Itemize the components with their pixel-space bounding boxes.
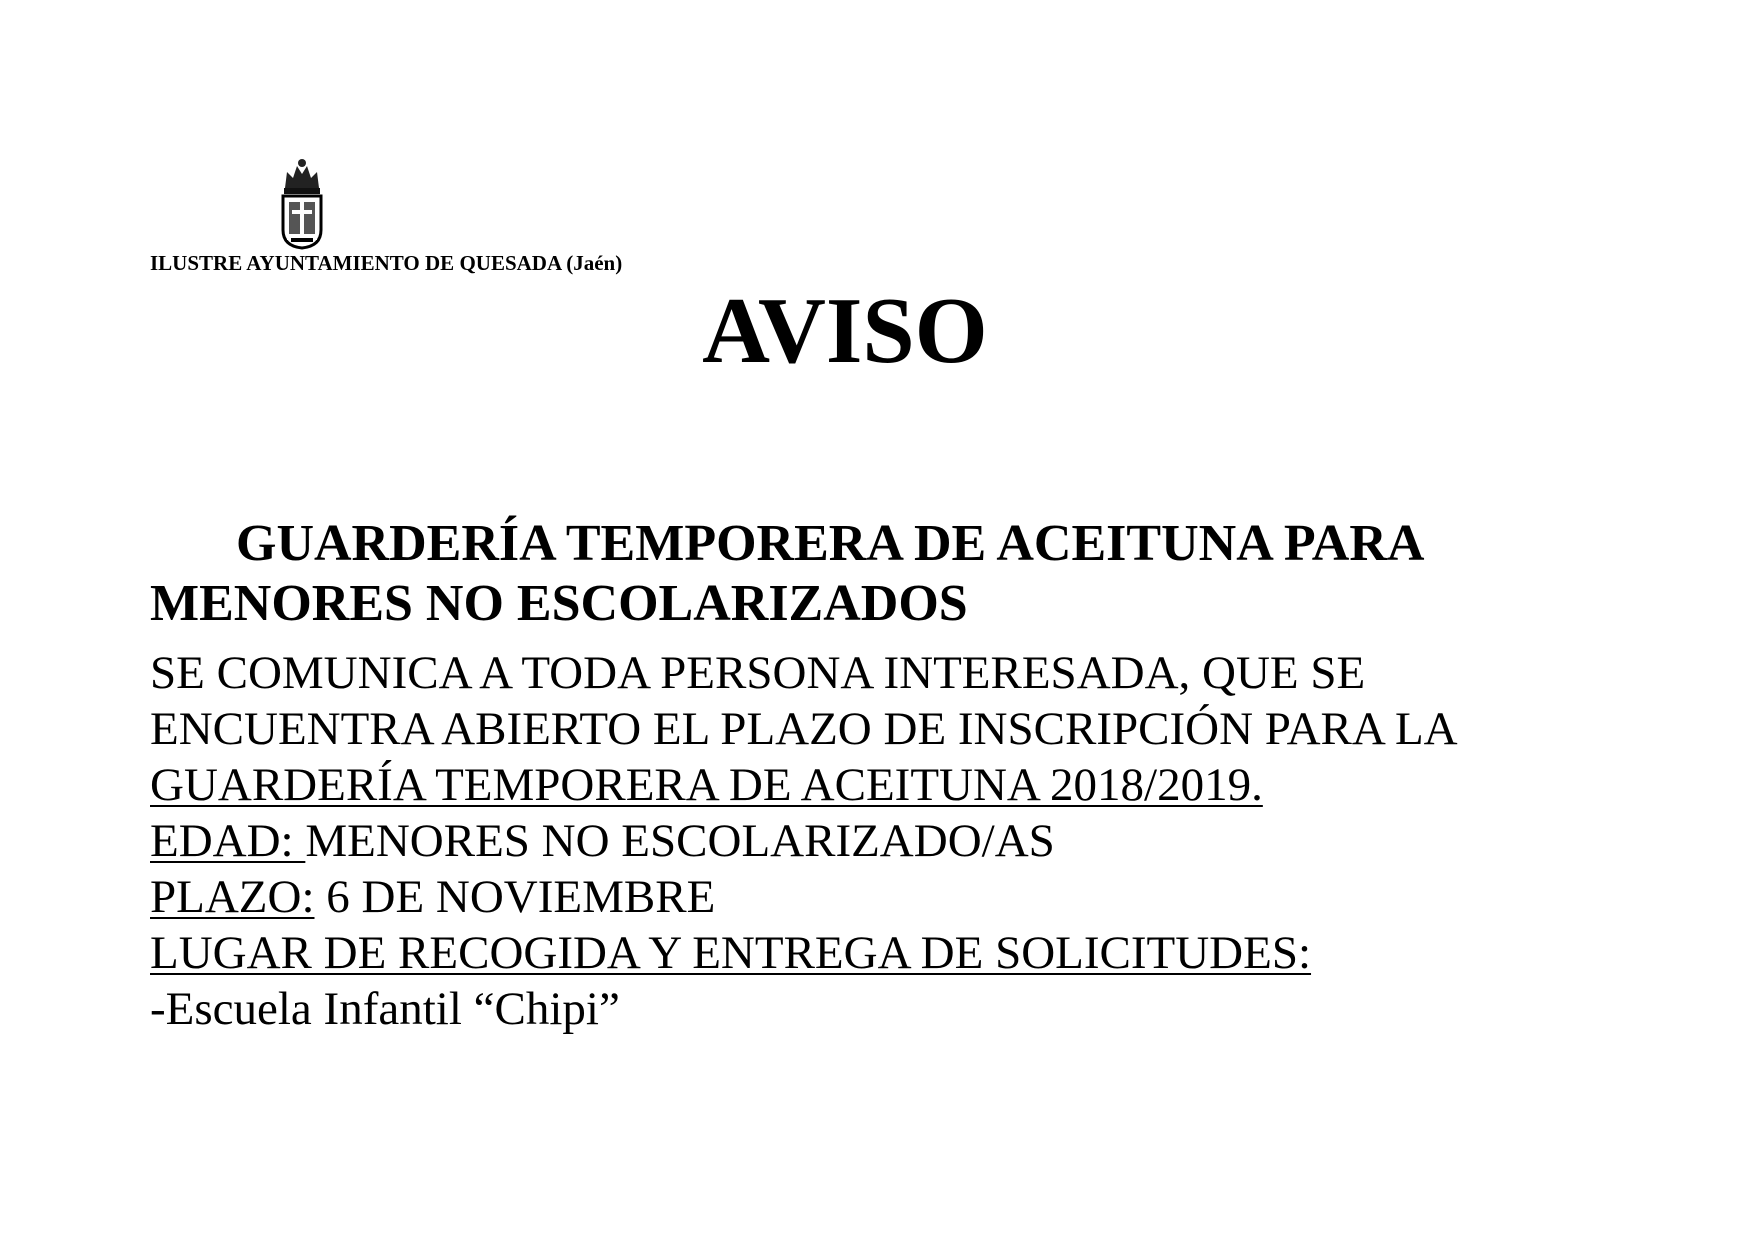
notice-body [150,645,1458,1037]
age-value: MENORES NO ESCOLARIZADO/AS [305,815,1055,867]
body-line-2: ENCUENTRA ABIERTO EL PLAZO DE INSCRIPCIÓN PARA LA [150,703,1458,755]
page-title: AVISO [702,279,988,383]
issuer-name: ILUSTRE AYUNTAMIENTO DE QUESADA (Jaén) [150,251,623,275]
body-line-1: SE COMUNICA A TODA PERSONA INTERESADA, QUE SE [150,647,1366,699]
location-value: -Escuela Infantil “Chipi” [150,983,620,1035]
headline-line-2: MENORES NO ESCOLARIZADOS [150,575,968,632]
body-line-3: GUARDERÍA TEMPORERA DE ACEITUNA 2018/2019. [150,759,1263,811]
deadline-label: PLAZO: [150,871,315,923]
deadline-line [150,869,1458,925]
deadline-value: 6 DE NOVIEMBRE [314,871,716,923]
headline-line-1: GUARDERÍA TEMPORERA DE ACEITUNA PARA [236,515,1425,572]
notice-headline [150,514,1424,634]
age-label: EDAD: [150,815,306,867]
age-line [150,813,1458,869]
coat-of-arms-icon [279,158,325,250]
location-label: LUGAR DE RECOGIDA Y ENTREGA DE SOLICITUDES: [150,927,1312,979]
